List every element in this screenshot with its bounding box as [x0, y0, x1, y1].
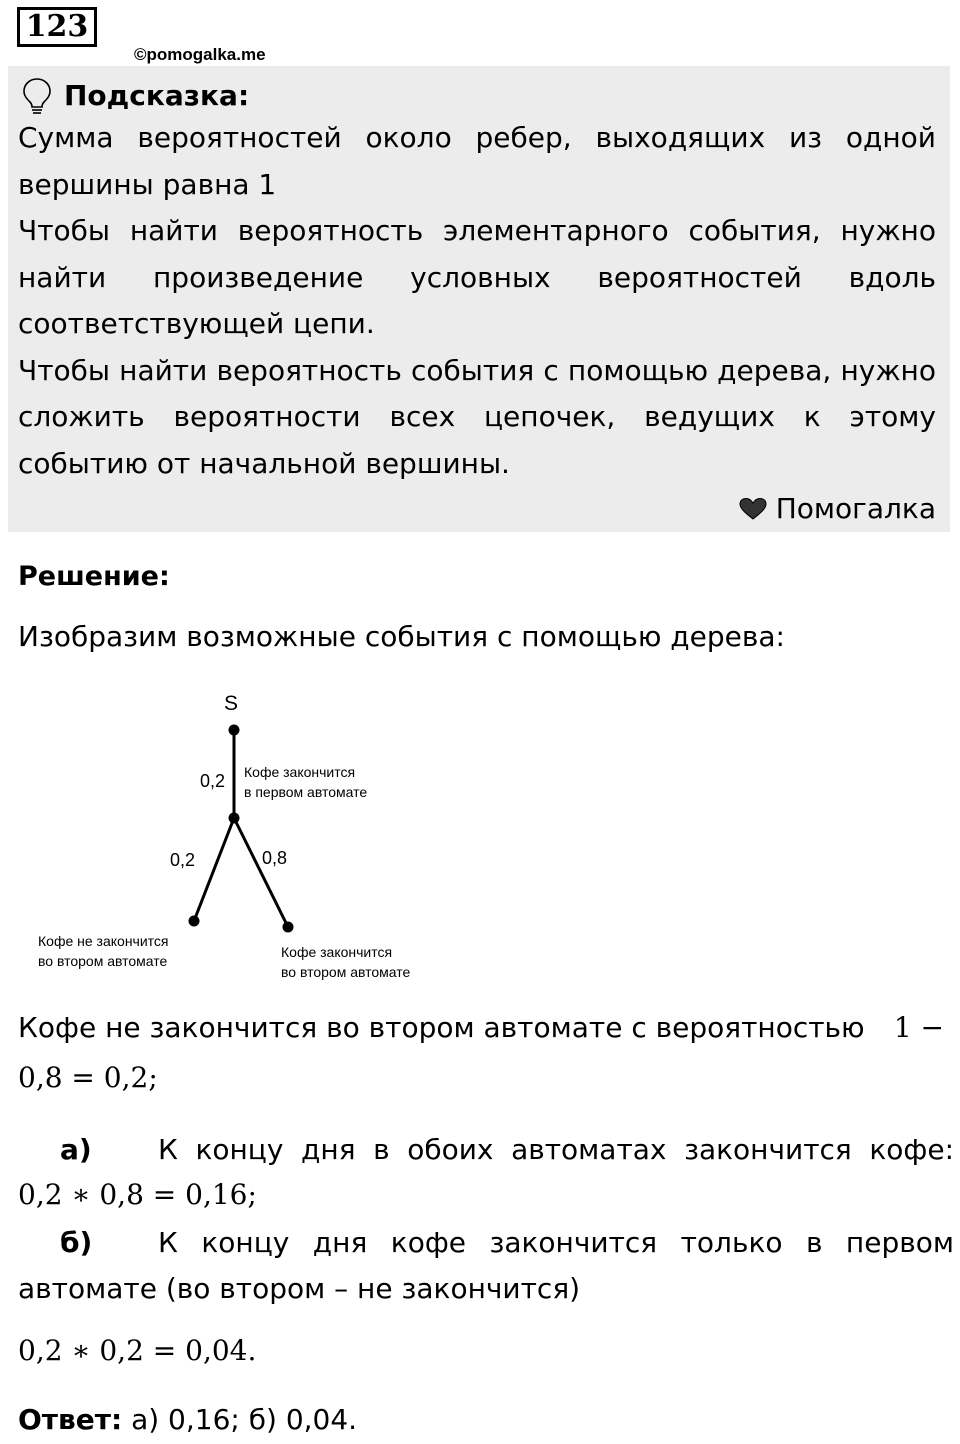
part-b-text-1: К концу дня кофе закончится только в первом	[158, 1226, 954, 1259]
tree-right-label-2: во втором автомате	[281, 964, 411, 980]
hint-title: Подсказка:	[64, 79, 250, 112]
signature	[738, 489, 936, 529]
tree-edge-root-prob: 0,2	[200, 771, 226, 791]
tree-node-right	[283, 922, 294, 933]
tree-node-left	[189, 916, 200, 927]
probability-tree-diagram	[0, 680, 480, 990]
part-b-text-2: автомате (во втором – не закончится)	[18, 1272, 581, 1305]
part-b-line	[18, 1226, 954, 1259]
answer-line	[18, 1403, 357, 1436]
tree-edge-right-prob: 0,8	[262, 848, 288, 868]
hint-paragraph-3: Чтобы найти вероятность события с помощью дерева, нужно сложить вероятности всех цепочек, ведущих к этому событию от начальной вершины.	[18, 353, 936, 480]
answer-text: а) 0,16; б) 0,04.	[131, 1403, 358, 1436]
part-a-label: а)	[60, 1133, 92, 1166]
solution-heading: Решение:	[18, 561, 170, 592]
tree-edge-right	[234, 818, 288, 927]
solution-intro: Изобразим возможные события с помощью дерева:	[18, 620, 785, 653]
tree-left-label-2: во втором автомате	[38, 953, 168, 969]
statement-math-1: 1 −	[893, 1011, 944, 1044]
tree-edge-left	[194, 818, 234, 921]
part-a-math: 0,2 ∗ 0,8 = 0,16;	[18, 1178, 257, 1211]
statement-text: Кофе не закончится во втором автомате с вероятностью	[18, 1011, 865, 1044]
heart-icon	[738, 497, 768, 521]
tree-root-label: S	[224, 692, 239, 715]
hint-text	[18, 115, 936, 487]
hint-paragraph-2: Чтобы найти вероятность элементарного события, нужно найти произведение условных вероятностей вдоль соответствующей цепи.	[18, 214, 936, 340]
tree-node1-label-2: в первом автомате	[244, 784, 368, 800]
answer-label: Ответ:	[18, 1403, 123, 1436]
statement-line-1	[18, 1011, 944, 1044]
tree-right-label-1: Кофе закончится	[281, 944, 393, 960]
tree-node1-label-1: Кофе закончится	[244, 764, 356, 780]
part-b-math: 0,2 ∗ 0,2 = 0,04.	[18, 1334, 257, 1367]
lightbulb-icon	[20, 76, 54, 116]
part-b-label: б)	[60, 1226, 93, 1259]
tree-node-root	[229, 725, 240, 736]
signature-text: Помогалка	[775, 492, 936, 525]
tree-edge-left-prob: 0,2	[170, 850, 196, 870]
task-number: 123	[17, 7, 97, 47]
hint-paragraph-1: Сумма вероятностей около ребер, выходящих из одной вершины равна 1	[18, 121, 936, 201]
part-a-line	[18, 1133, 954, 1166]
part-a-text: К концу дня в обоих автоматах закончится кофе:	[158, 1133, 954, 1166]
copyright-text: ©pomogalka.me	[134, 45, 266, 64]
statement-math-2: 0,8 = 0,2;	[18, 1061, 158, 1094]
tree-left-label-1: Кофе не закончится	[38, 933, 169, 949]
